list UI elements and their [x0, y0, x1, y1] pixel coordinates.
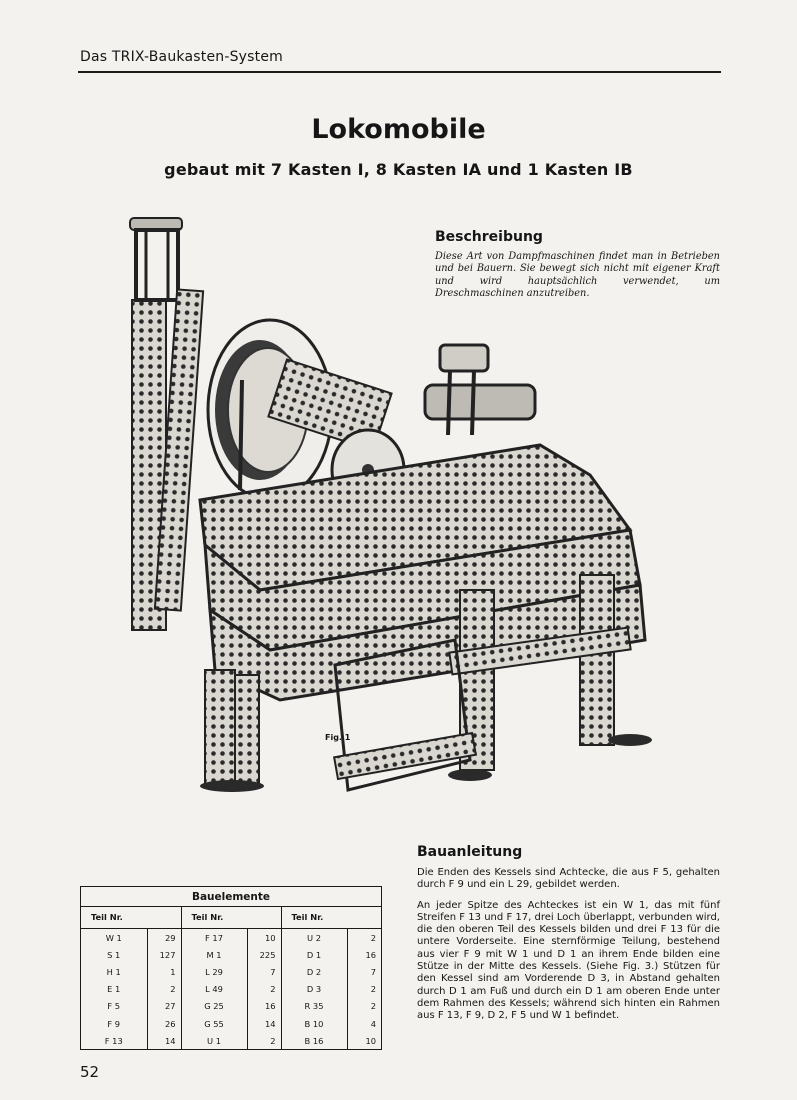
part-count-cell: 29	[147, 929, 181, 947]
part-count-cell: 2	[347, 998, 381, 1015]
parts-body	[81, 929, 381, 1050]
part-count-cell: 225	[247, 946, 281, 963]
locomobile-photo	[110, 200, 660, 800]
part-count-cell: 10	[347, 1032, 381, 1049]
part-number-cell: U 1	[181, 1032, 247, 1049]
table-row	[81, 963, 381, 980]
part-count-cell: 26	[147, 1015, 181, 1032]
parts-table	[80, 886, 382, 1050]
part-count-cell: 14	[147, 1032, 181, 1049]
part-count-cell: 14	[247, 1015, 281, 1032]
part-number-cell: R 35	[281, 998, 347, 1015]
part-count-cell: 2	[147, 981, 181, 998]
part-number-cell: L 29	[181, 963, 247, 980]
part-number-cell: U 2	[281, 929, 347, 947]
part-number-cell: F 5	[107, 1001, 121, 1012]
assembly-paragraph: An jeder Spitze des Achteckes ist ein W 1, das mit fünf Streifen F 13 und F 17, drei Loch überlappt, verbunden wird, die den oberen Teil des Kessels bilden und drei F 13 für die untere Vorderseite. Eine sternförmige Teilung, bestehend aus vier F 9 mit W 1 und D 1 an ihrem Ende bilden eine Stütze in der Mitte des Kessels. (Siehe Fig. 3.) Stützen für den Kessel sind am Vorderende D 3, in Abstand gehalten durch D 1 am Fuß und durch ein D 1 am oberen Ende unter dem Rahmen des Kessels; während sich hinten ein Rahmen aus F 13, F 9, D 2, F 5 und W 1 befindet.	[417, 899, 720, 1022]
assembly-text	[417, 867, 720, 1031]
part-count-cell: 127	[147, 946, 181, 963]
part-number-cell: H 1	[106, 966, 121, 977]
header-rule	[78, 71, 721, 73]
part-number-cell: B 10	[281, 1015, 347, 1032]
part-count-cell: 2	[247, 1032, 281, 1049]
assembly-heading: Bauanleitung	[417, 844, 523, 860]
table-row	[81, 981, 381, 998]
part-count-cell: 16	[347, 946, 381, 963]
column-header: Teil Nr.	[81, 907, 181, 929]
part-number-cell: L 49	[181, 981, 247, 998]
part-number-cell: F 9	[107, 1018, 121, 1029]
page-number: 52	[80, 1063, 100, 1081]
table-row	[81, 998, 381, 1015]
part-number-cell: W 1	[105, 932, 122, 943]
part-number-cell: D 2	[281, 963, 347, 980]
part-count-cell: 1	[147, 963, 181, 980]
part-number-cell: S 1	[107, 949, 121, 960]
part-number-cell: G 25	[181, 998, 247, 1015]
part-number-cell: B 16	[281, 1032, 347, 1049]
part-count-cell: 27	[147, 998, 181, 1015]
column-header: Teil Nr.	[181, 907, 281, 929]
description-text: Diese Art von Dampfmaschinen findet man in Betrieben und bei Bauern. Sie bewegt sich nicht mit eigener Kraft und wird hauptsächlich verwendet, um Dreschmaschinen anzutreiben.	[435, 251, 720, 299]
part-count-cell: 16	[247, 998, 281, 1015]
part-number-cell: D 1	[281, 946, 347, 963]
part-count-cell: 10	[247, 929, 281, 947]
parts-header-row	[81, 907, 381, 929]
part-number-cell: F 13	[104, 1035, 123, 1046]
part-count-cell: 7	[247, 963, 281, 980]
part-number-cell: E 1	[107, 984, 121, 995]
part-number-cell: M 1	[181, 946, 247, 963]
part-number-cell: G 55	[181, 1015, 247, 1032]
part-count-cell: 2	[347, 929, 381, 947]
figure-label: Fig. 1	[325, 733, 351, 742]
table-row	[81, 1032, 381, 1049]
parts-table-title: Bauelemente	[81, 887, 381, 907]
part-number-cell: F 17	[181, 929, 247, 947]
table-row	[81, 929, 381, 947]
header-text: Das TRIX-Baukasten-System	[80, 49, 283, 65]
part-count-cell: 2	[347, 981, 381, 998]
description-heading: Beschreibung	[435, 229, 543, 245]
parts-grid	[81, 907, 381, 1049]
part-number-cell: D 3	[281, 981, 347, 998]
table-row	[81, 1015, 381, 1032]
assembly-paragraph: Die Enden des Kessels sind Achtecke, die aus F 5, gehalten durch F 9 und ein L 29, gebildet werden.	[417, 867, 720, 891]
part-count-cell: 7	[347, 963, 381, 980]
page-title: Lokomobile	[311, 114, 486, 145]
table-row	[81, 946, 381, 963]
column-header: Teil Nr.	[281, 907, 381, 929]
part-count-cell: 2	[247, 981, 281, 998]
part-count-cell: 4	[347, 1015, 381, 1032]
page-subtitle: gebaut mit 7 Kasten I, 8 Kasten IA und 1 Kasten IB	[164, 160, 633, 179]
